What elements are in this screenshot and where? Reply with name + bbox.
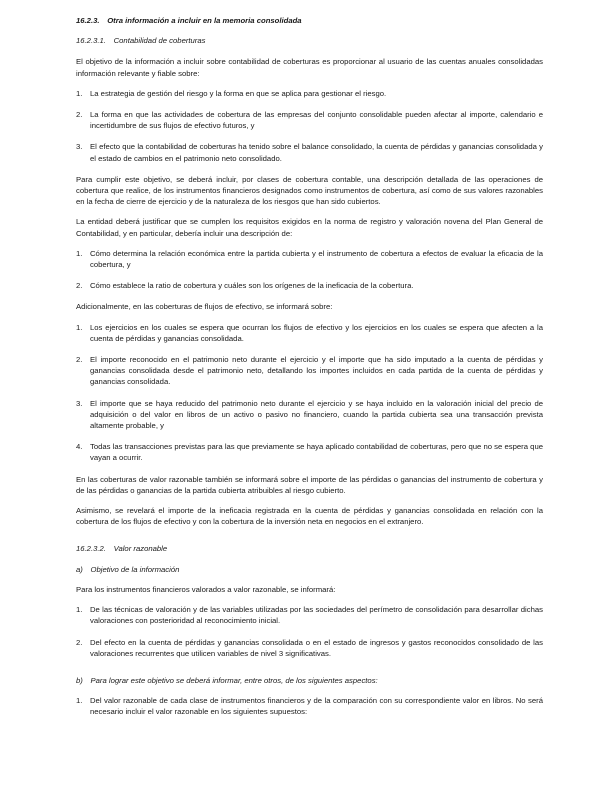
- paragraph: La entidad deberá justificar que se cumplen los requisitos exigidos en la norma de registro y valoración novena del Plan General de Contabilidad, y en particular, debería incluir una descripción de:: [76, 217, 543, 238]
- list-item: 1. Cómo determina la relación económica entre la partida cubierta y el instrumento de cobertura a efectos de evaluar la eficacia de la cobertura, y: [76, 248, 543, 270]
- section-heading: 16.2.3. Otra información a incluir en la memoria consolidada: [76, 16, 302, 25]
- paragraph: El objetivo de la información a incluir sobre contabilidad de coberturas es proporcionar al usuario de las cuentas anuales consolidadas información relevante y fiable sobre:: [76, 57, 543, 78]
- list-item: 3. El importe que se haya reducido del patrimonio neto durante el ejercicio y se haya incluido en la valoración inicial del precio de adquisición o del valor en libros de un activo o pasivo no financiero, cuando la partida cubierta sea una transacción prevista altamente probable, y: [76, 398, 543, 431]
- list-item: 1. De las técnicas de valoración y de las variables utilizadas por las sociedades del perímetro de consolidación para desarrollar dichas valoraciones con posterioridad al reconocimiento inicial.: [76, 605, 543, 626]
- list-item: 4. Todas las transacciones previstas para las que previamente se haya aplicado contabilidad de coberturas, pero que no se espera que vayan a ocurrir.: [76, 442, 543, 463]
- list-item: 2. Del efecto en la cuenta de pérdidas y ganancias consolidada o en el estado de ingresos y gastos reconocidos consolidado de las valoraciones recurrentes que utilicen variables de nivel 3 significativas.: [76, 637, 543, 658]
- paragraph: Adicionalmente, en las coberturas de flujos de efectivo, se informará sobre:: [76, 302, 333, 312]
- paragraph: En las coberturas de valor razonable también se informará sobre el importe de las pérdidas o ganancias del instrumento de cobertura y de las pérdidas o ganancias de la partida cubierta atribuibles al riesgo cubierto.: [76, 474, 543, 495]
- list-item: 2. El importe reconocido en el patrimonio neto durante el ejercicio y el importe que ha sido imputado a la cuenta de pérdidas y ganancias consolidada desde el patrimonio neto, detallando los importes incluidos en cada partida de la cuenta de pérdidas y ganancias consolidada.: [76, 355, 543, 387]
- list-item: 3. El efecto que la contabilidad de coberturas ha tenido sobre el balance consolidado, la cuenta de pérdidas y ganancias consolidada y el estado de cambios en el patrimonio neto consolidado.: [76, 142, 543, 163]
- subsection-heading-valor-razonable: 16.2.3.2. Valor razonable: [76, 543, 168, 553]
- list-item: 2. Cómo establece la ratio de cobertura y cuáles son los orígenes de la ineficacia de la cobertura.: [76, 281, 414, 291]
- list-item: 1. La estrategia de gestión del riesgo y la forma en que se aplica para gestionar el riesgo.: [76, 88, 387, 98]
- paragraph: Para los instrumentos financieros valorados a valor razonable, se informará:: [76, 584, 336, 594]
- list-item: 2. La forma en que las actividades de cobertura de las empresas del conjunto consolidable pueden afectar al importe, calendario e incertidumbre de sus flujos de efectivo futuros, y: [76, 110, 543, 131]
- list-item: 1. Del valor razonable de cada clase de instrumentos financieros y de la comparación con su correspondiente valor en libros. No será necesario incluir el valor razonable en los siguientes supuestos:: [76, 696, 543, 717]
- list-item: 1. Los ejercicios en los cuales se espera que ocurran los flujos de efectivo y los ejercicios en los cuales se espera que afecten a la cuenta de pérdidas y ganancias consolidada.: [76, 322, 543, 343]
- subheading-a: a) Objetivo de la información: [76, 564, 180, 574]
- paragraph: Para cumplir este objetivo, se deberá incluir, por clases de cobertura contable, una descripción detallada de las operaciones de cobertura que realice, de los instrumentos financieros designados como instrumentos de cobertura, así como de sus valores razonables en la fecha de cierre de ejercicio y de la naturaleza de los riesgos que han sido cubiertos.: [76, 174, 543, 207]
- subheading-b: b) Para lograr este objetivo se deberá informar, entre otros, de los siguientes aspectos:: [76, 675, 378, 685]
- subsection-heading-coberturas: 16.2.3.1. Contabilidad de coberturas: [76, 36, 206, 46]
- paragraph: Asimismo, se revelará el importe de la ineficacia registrada en la cuenta de pérdidas y ganancias consolidada en relación con la cobertura de los flujos de efectivo y con la cobertura de la inversión neta en negocios en el extranjero.: [76, 506, 543, 527]
